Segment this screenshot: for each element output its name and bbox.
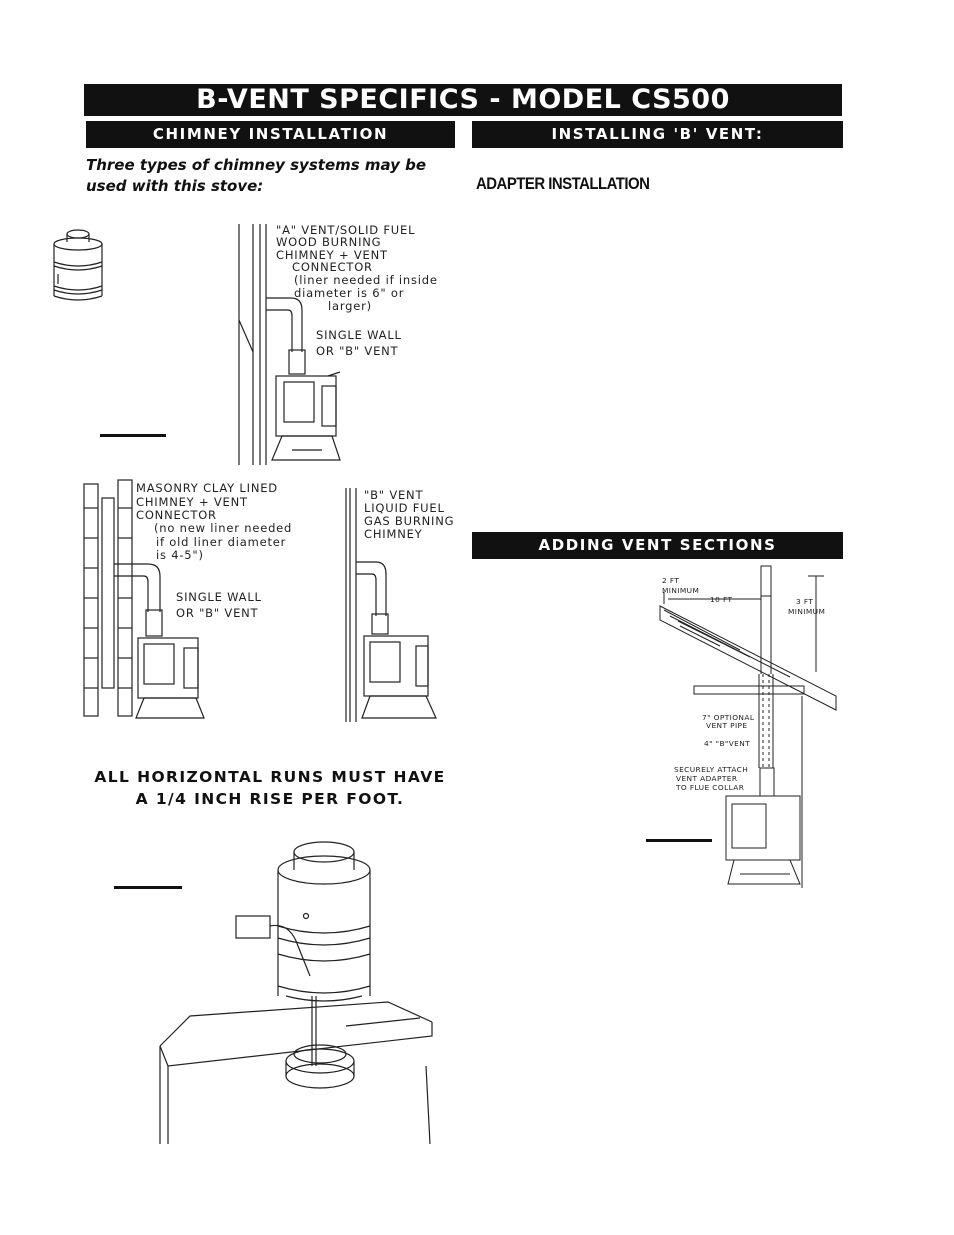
vent-label-2ft-min: MINIMUM xyxy=(662,586,700,595)
diagram-a-line-6: diameter is 6" or xyxy=(294,286,405,300)
diagram-masonry-line-4: (no new liner needed xyxy=(154,521,293,535)
vent-sections-diagram xyxy=(640,562,840,892)
diagram-a-labels xyxy=(276,223,438,358)
diagram-b-line-4: CHIMNEY xyxy=(364,527,423,541)
diagram-masonry-line-3: CONNECTOR xyxy=(136,508,217,522)
diagram-a-line-1: "A" VENT/SOLID FUEL xyxy=(276,223,416,237)
vent-label-optional-1: 7" OPTIONAL xyxy=(702,713,755,722)
diagram-b-line-2: LIQUID FUEL xyxy=(364,501,445,515)
section-header-adding-vent-sections: ADDING VENT SECTIONS xyxy=(472,532,843,559)
diagram-a-line-4: CONNECTOR xyxy=(292,260,373,274)
diagram-masonry-line-5: if old liner diameter xyxy=(156,535,287,549)
diagram-b-line-1: "B" VENT xyxy=(364,488,424,502)
diagram-a-vent-chimney xyxy=(236,220,466,470)
vent-label-attach-1: SECURELY ATTACH xyxy=(674,765,749,774)
diagram-a-line-2: WOOD BURNING xyxy=(276,235,382,249)
diagram-a-line-5: (liner needed if inside xyxy=(294,273,438,287)
diagram-b-line-3: GAS BURNING xyxy=(364,514,455,528)
figure-label-line-1 xyxy=(100,434,166,437)
diagram-masonry-pipe-2: OR "B" VENT xyxy=(176,606,259,620)
diagram-masonry-pipe-1: SINGLE WALL xyxy=(176,590,262,604)
diagram-masonry-line-6: is 4-5") xyxy=(156,548,204,562)
vent-label-optional-2: VENT PIPE xyxy=(706,721,748,730)
horizontal-runs-warning: ALL HORIZONTAL RUNS MUST HAVE A 1/4 INCH RISE PER FOOT. xyxy=(94,768,446,808)
page-title: B-VENT SPECIFICS - MODEL CS500 xyxy=(84,84,842,116)
section-header-chimney-installation: CHIMNEY INSTALLATION xyxy=(86,121,455,148)
vent-label-attach-3: TO FLUE COLLAR xyxy=(676,783,745,792)
adapter-on-stove-illustration xyxy=(150,836,440,1148)
diagram-masonry-line-2: CHIMNEY + VENT xyxy=(136,495,248,509)
section-header-installing-b-vent: INSTALLING 'B' VENT: xyxy=(472,121,843,148)
diagram-masonry-chimney xyxy=(82,478,312,723)
diagram-a-line-3: CHIMNEY + VENT xyxy=(276,248,388,262)
diagram-a-line-7: larger) xyxy=(328,299,372,313)
intro-text: Three types of chimney systems may be used with this stove: xyxy=(86,156,427,195)
vent-label-10ft: 10 FT xyxy=(710,595,733,604)
diagram-a-pipe-2: OR "B" VENT xyxy=(316,344,399,358)
vent-label-2ft: 2 FT xyxy=(662,576,680,585)
diagram-b-vent-chimney xyxy=(320,484,460,726)
vent-label-attach-2: VENT ADAPTER xyxy=(676,774,738,783)
vent-label-3ft-min: MINIMUM xyxy=(788,607,826,616)
diagram-a-pipe-1: SINGLE WALL xyxy=(316,328,402,342)
vent-label-3ft: 3 FT xyxy=(796,597,814,606)
vent-label-bvent: 4" "B"VENT xyxy=(704,739,751,748)
vent-adapter-illustration xyxy=(48,224,108,306)
adapter-installation-heading: ADAPTER INSTALLATION xyxy=(476,174,650,193)
diagram-masonry-line-1: MASONRY CLAY LINED xyxy=(136,481,278,495)
